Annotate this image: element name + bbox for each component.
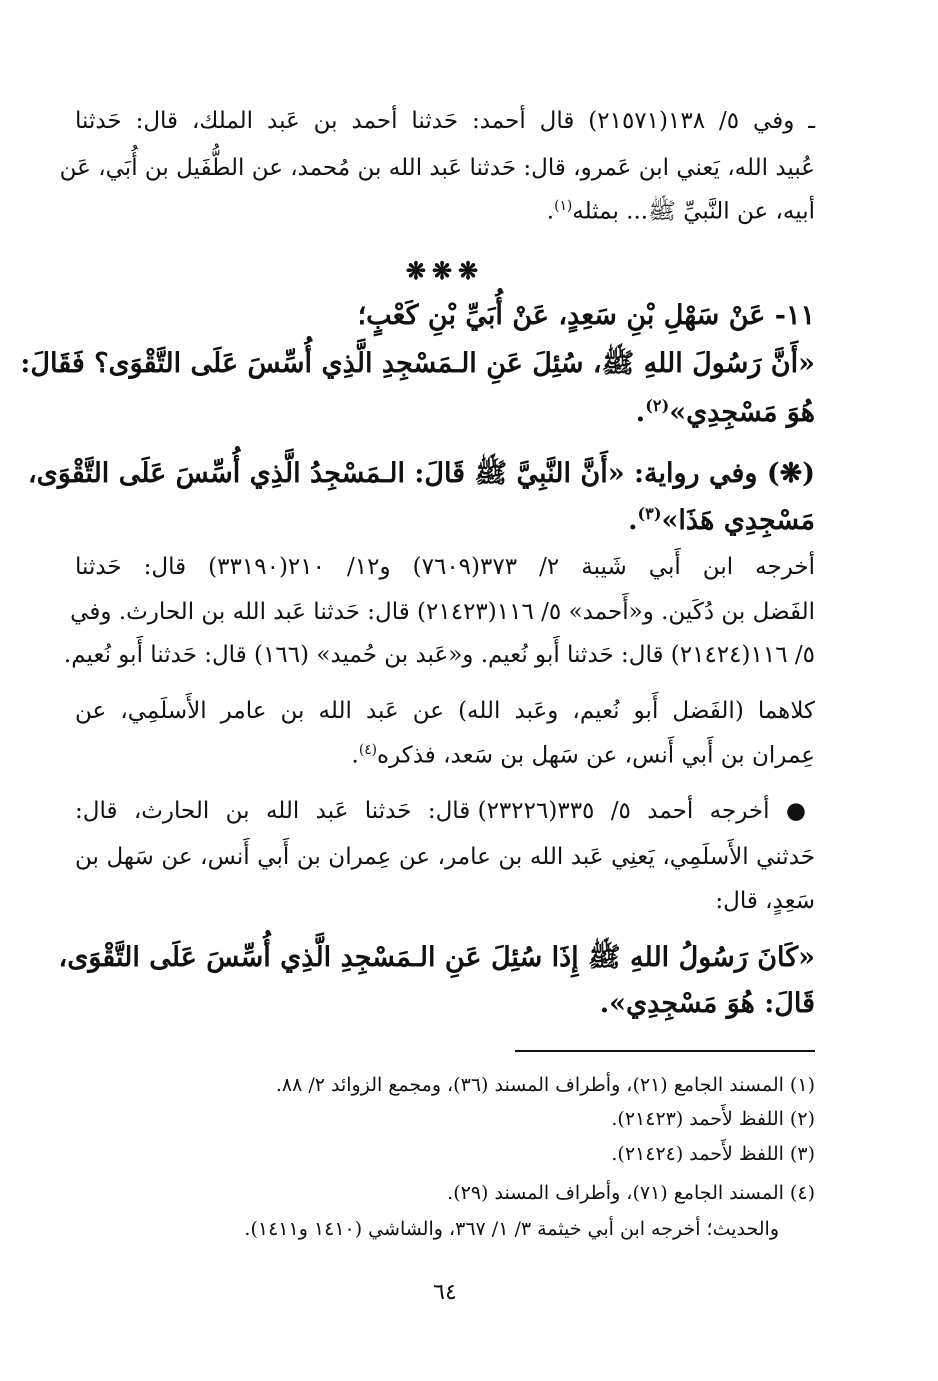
takhrij-line: ● أخرجه أحمد ٥/ ٣٣٥(٢٣٢٢٦) قال: حَدثنا عَبد الله بن الحارث، قال:: [75, 798, 816, 824]
text-line: أبيه، عن النَّبيِّ ﷺ... بمثله$^{(١)}$.: [546, 198, 815, 225]
hadith-text-line: هُوَ مَسْجِدِي»$^{(٢)}$.: [635, 396, 815, 428]
hadith-text-line: «أَنَّ رَسُولَ اللهِ ﷺ، سُئِلَ عَنِ الـمَسْجِدِ الَّذِي أُسِّسَ عَلَى التَّقْوَى؟ فَقَالَ:: [20, 348, 815, 379]
hadith-heading: ١١- عَنْ سَهْلِ بْنِ سَعِدٍ، عَنْ أُبَيِّ بْنِ كَعْبٍ؛: [357, 300, 815, 331]
takhrij-line: الفَضل بن دُكَين. و«أَحمد» ٥/ ١١٦(٢١٤٢٣) قال: حَدثنا عَبد الله بن الحارث. وفي: [70, 599, 815, 625]
takhrij-line: عِمران بن أَبي أَنس، عن سَهل بن سَعد، فذكره$^{(٤)}$.: [351, 742, 815, 769]
section-separator: ❋❋❋: [405, 256, 485, 285]
footnote: والحديث؛ أخرجه ابن أبي خيثمة ٣/ ١/ ٣٦٧، والشاشي (١٤١٠ و١٤١١).: [244, 1218, 779, 1240]
footnote: (٢) اللفظ لأَحمد (٢١٤٢٣).: [611, 1108, 815, 1130]
footnote-ref: (٢): [645, 396, 670, 415]
footnote-ref: (٣): [637, 504, 662, 523]
footnote: (١) المسند الجامع (٢١)، وأطراف المسند (٣٦)، ومجمع الزوائد ٢/ ٨٨.: [275, 1074, 815, 1096]
footnote-ref: (١): [554, 198, 573, 214]
text-line: ـ وفي ٥/ ١٣٨(٢١٥٧١) قال أحمد: حَدثنا أحمد بن عَبد الملك، قال: حَدثنا: [75, 108, 815, 134]
footnote: (٤) المسند الجامع (٧١)، وأطراف المسند (٢٩).: [447, 1182, 815, 1204]
page-number: ٦٤: [433, 1280, 457, 1305]
riwaya-line: (❋) وفي رواية: «أَنَّ النَّبِيَّ ﷺ قَالَ: الـمَسْجِدُ الَّذِي أُسِّسَ عَلَى التَّقْوَى،: [27, 458, 815, 489]
quote-line: قَالَ: هُوَ مَسْجِدِي».: [599, 988, 815, 1019]
footnote: (٣) اللفظ لأَحمد (٢١٤٢٤).: [611, 1143, 815, 1165]
takhrij-line: ٥/ ١١٦(٢١٤٢٤) قال: حَدثنا أَبو نُعيم. و«عَبد بن حُميد» (١٦٦) قال: حَدثنا أَبو نُعيم.: [63, 642, 815, 668]
footnote-ref: (٤): [358, 742, 378, 758]
footnote-divider: [515, 1050, 815, 1052]
takhrij-line: أخرجه ابن أَبي شَيبة ٢/ ٣٧٣(٧٦٠٩) و١٢/ ٢١٠(٣٣١٩٠) قال: حَدثنا: [75, 554, 815, 580]
quote-line: «كَانَ رَسُولُ اللهِ ﷺ إِذَا سُئِلَ عَنِ الـمَسْجِدِ الَّذِي أُسِّسَ عَلَى التَّقْوَى،: [58, 942, 815, 973]
text-line: عُبيد الله، يَعني ابن عَمرو، قال: حَدثنا عَبد الله بن مُحمد، عن الطُّفَيل بن أُبَي، عَن: [59, 155, 815, 181]
takhrij-line: حَدثني الأَسلَمِي، يَعنِي عَبد الله بن عامر، عن عِمران بن أَبي أَنس، عن سَهل بن: [75, 844, 815, 870]
takhrij-line: كلاهما (الفَضل أَبو نُعيم، وعَبد الله) عن عَبد الله بن عامر الأَسلَمِي، عن: [75, 698, 815, 724]
takhrij-line: سَعِدٍ، قال:: [715, 888, 815, 914]
riwaya-line: مَسْجِدِي هَذَا»$^{(٣)}$.: [628, 504, 815, 536]
